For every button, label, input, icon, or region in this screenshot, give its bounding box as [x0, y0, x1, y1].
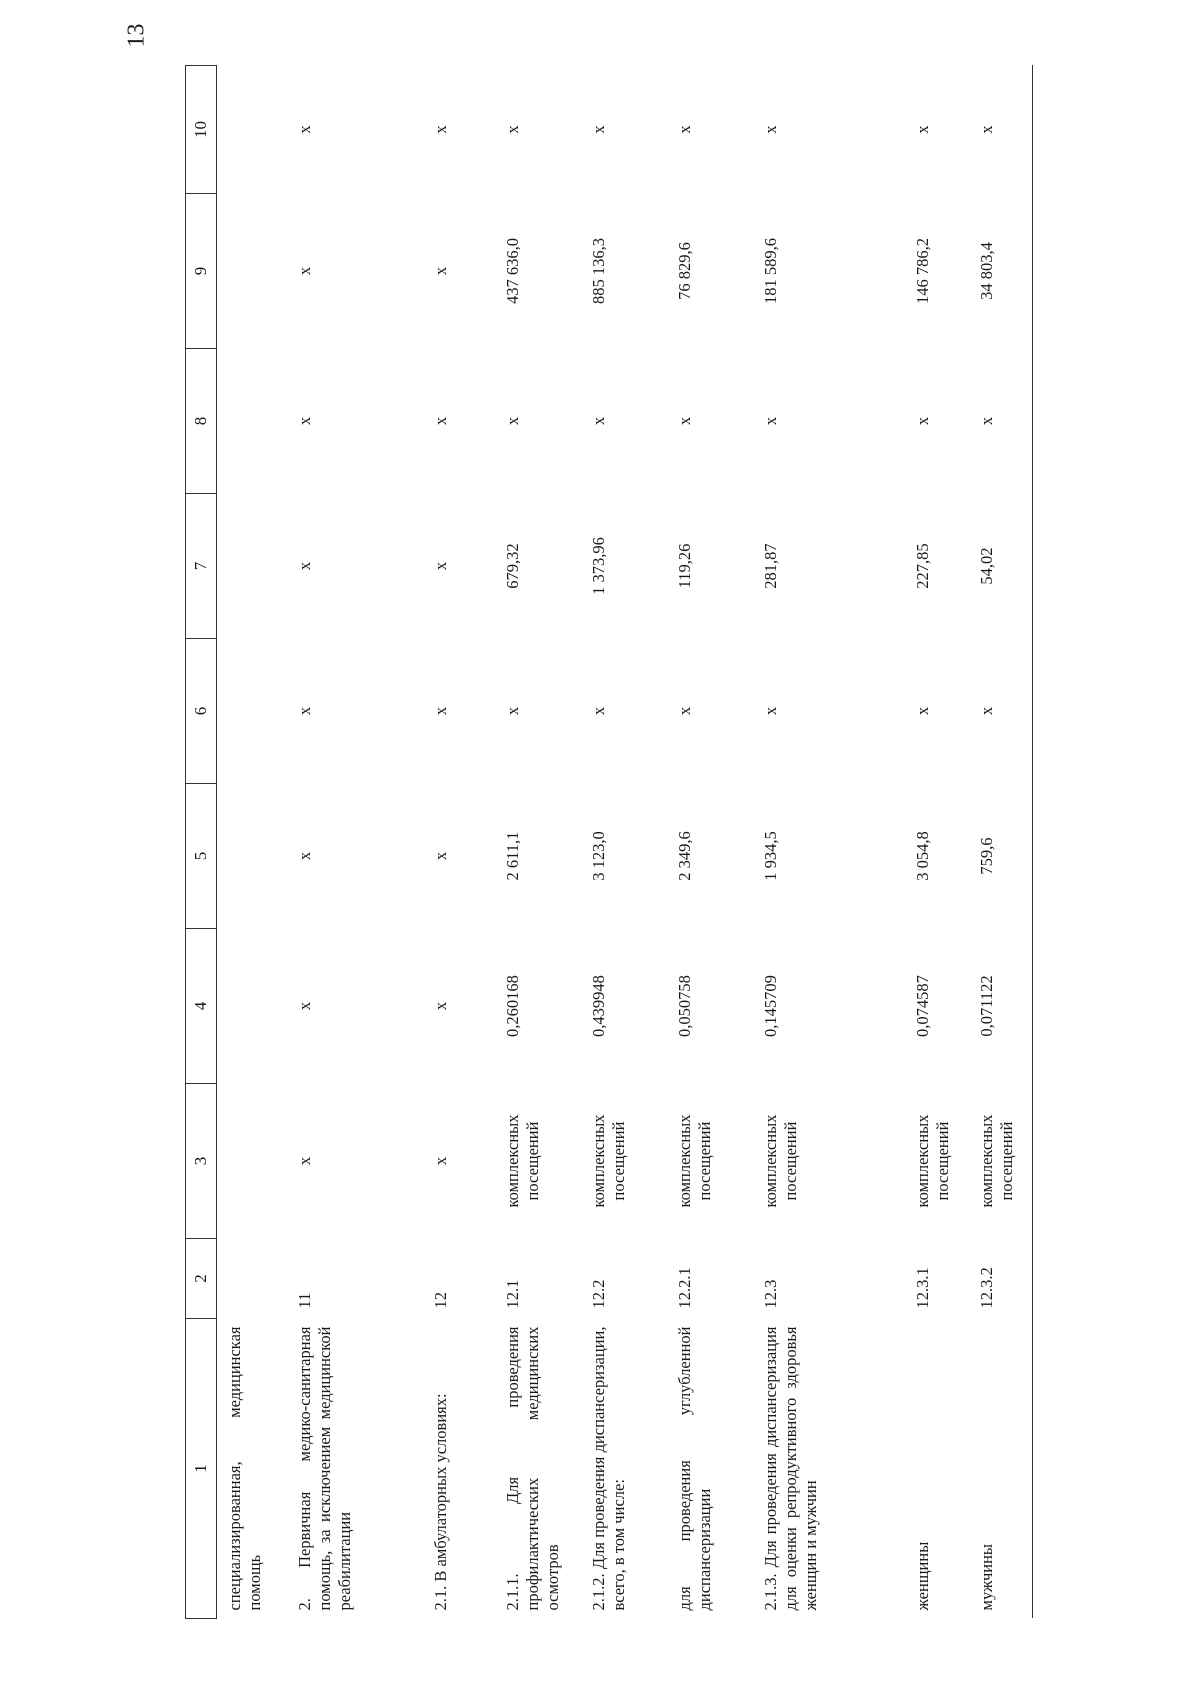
row-c5: 2 611,1 [502, 831, 522, 881]
row-c4: 0,260168 [502, 975, 522, 1037]
row-unit: комплексных посещений [912, 1114, 952, 1208]
row-code: 12.2 [588, 1279, 608, 1309]
row-c10: х [588, 125, 608, 134]
row-code: 12.3.2 [969, 1239, 1033, 1319]
row-c10 [217, 66, 287, 194]
row-c8: х [912, 416, 932, 426]
row-c8: х [760, 416, 780, 426]
row-c9: х [294, 266, 314, 276]
table-row [423, 66, 495, 1619]
row-c7: 679,32 [502, 543, 522, 589]
row-c5: х [294, 851, 314, 861]
row-c5: 759,6 [969, 784, 1033, 929]
row-c10: х [294, 125, 314, 134]
row-c6: х [760, 706, 780, 716]
row-unit: комплексных посещений [969, 1084, 1033, 1239]
row-code: 11 [294, 1292, 314, 1309]
table-row [581, 66, 667, 1619]
row-code: 12.2.1 [674, 1267, 694, 1309]
row-c9: х [430, 266, 450, 276]
row-c9: 34 803,4 [969, 194, 1033, 349]
row-c4: 0,074587 [912, 975, 932, 1037]
row-name: 2.1. В амбулаторных условиях: [430, 1393, 450, 1611]
row-unit [217, 1084, 287, 1239]
row-c5: 1 934,5 [760, 831, 780, 881]
row-name: 2.1.2. Для проведения диспансеризации, всего, в том числе: [588, 1326, 628, 1611]
table-row [287, 66, 423, 1619]
row-code: 12.3.1 [912, 1267, 932, 1309]
header-col-1: 1 [186, 1319, 217, 1619]
header-row [186, 66, 217, 1619]
row-c9: 181 589,6 [760, 238, 780, 304]
header-col-8: 8 [186, 349, 217, 494]
row-c8: х [430, 416, 450, 426]
row-c10: х [969, 66, 1033, 194]
table-row [905, 66, 969, 1619]
row-c5 [217, 784, 287, 929]
table-row [667, 66, 753, 1619]
row-code: 12 [430, 1292, 450, 1309]
header-col-2: 2 [186, 1239, 217, 1319]
row-code: 12.3 [760, 1279, 780, 1309]
header-col-7: 7 [186, 494, 217, 639]
row-name: 2.1.3. Для проведения диспансеризация для оценки репродуктивного здоровья женщин и мужчин [760, 1326, 820, 1611]
header-col-3: 3 [186, 1084, 217, 1239]
row-code: 12.1 [502, 1279, 522, 1309]
row-c6: х [430, 706, 450, 716]
row-c9: 76 829,6 [674, 242, 694, 300]
row-c8: х [294, 416, 314, 426]
row-name: мужчины [969, 1319, 1033, 1619]
row-c4: 0,071122 [969, 929, 1033, 1084]
row-c5: х [430, 851, 450, 861]
row-c9 [217, 194, 287, 349]
row-name: для проведения углубленной диспансеризации [674, 1326, 714, 1611]
row-c6: х [912, 706, 932, 716]
table-row [495, 66, 581, 1619]
row-c8: х [969, 349, 1033, 494]
row-c10: х [430, 125, 450, 134]
row-name: женщины [912, 1541, 932, 1611]
row-c7: 227,85 [912, 543, 932, 589]
row-unit: комплексных посещений [674, 1114, 714, 1208]
row-c9: 146 786,2 [912, 238, 932, 304]
row-name: 2. Первичная медико-санитарная помощь, за исключением медицинской реабилитации [294, 1326, 354, 1611]
row-c6: х [588, 706, 608, 716]
row-unit: комплексных посещений [588, 1114, 628, 1208]
row-unit: комплексных посещений [760, 1114, 800, 1208]
row-c8: х [588, 416, 608, 426]
header-col-9: 9 [186, 194, 217, 349]
row-c7: 1 373,96 [588, 537, 608, 595]
row-c4: х [294, 1001, 314, 1011]
row-name: специализированная, медицинская помощь [225, 1326, 265, 1611]
row-c10: х [912, 125, 932, 134]
row-c7: 281,87 [760, 543, 780, 589]
table-row [217, 66, 287, 1619]
row-name: 2.1.1. Для проведения профилактических медицинских осмотров [502, 1326, 562, 1611]
row-c4: х [430, 1001, 450, 1011]
row-c6: х [502, 706, 522, 716]
row-c8: х [502, 416, 522, 426]
page-number: 13 [123, 23, 150, 48]
row-c4 [217, 929, 287, 1084]
row-c4: 0,145709 [760, 975, 780, 1037]
table-row [753, 66, 905, 1619]
row-c6 [217, 639, 287, 784]
row-code [217, 1239, 287, 1319]
row-c7: 54,02 [969, 494, 1033, 639]
row-c4: 0,050758 [674, 975, 694, 1037]
row-c7: х [294, 561, 314, 571]
row-c10: х [674, 125, 694, 134]
row-unit: комплексных посещений [502, 1114, 542, 1208]
row-c6: х [674, 706, 694, 716]
row-c8: х [674, 416, 694, 426]
row-c4: 0,439948 [588, 975, 608, 1037]
row-unit: х [430, 1156, 450, 1166]
row-c6: х [294, 706, 314, 716]
row-c10: х [502, 125, 522, 134]
data-table [185, 65, 1033, 1619]
row-c9: 437 636,0 [502, 238, 522, 304]
row-c9: 885 136,3 [588, 238, 608, 304]
row-c5: 2 349,6 [674, 831, 694, 881]
row-c7: 119,26 [674, 543, 694, 589]
table-row [969, 66, 1033, 1619]
row-c5: 3 054,8 [912, 831, 932, 881]
row-c6: х [969, 639, 1033, 784]
row-c8 [217, 349, 287, 494]
header-col-4: 4 [186, 929, 217, 1084]
row-c7 [217, 494, 287, 639]
header-col-6: 6 [186, 639, 217, 784]
row-c10: х [760, 125, 780, 134]
header-col-10: 10 [186, 66, 217, 194]
row-c5: 3 123,0 [588, 831, 608, 881]
row-unit: х [294, 1156, 314, 1166]
header-col-5: 5 [186, 784, 217, 929]
row-c7: х [430, 561, 450, 571]
